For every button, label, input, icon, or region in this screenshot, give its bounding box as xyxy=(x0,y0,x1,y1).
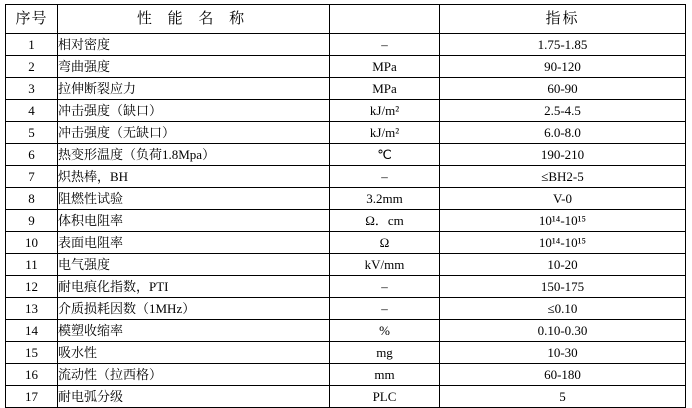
table-header-row xyxy=(6,5,686,34)
cell-name: 表面电阻率 xyxy=(58,232,330,254)
table-row xyxy=(6,342,686,364)
table-row xyxy=(6,78,686,100)
cell-index: 10-30 xyxy=(440,342,686,364)
table-row xyxy=(6,56,686,78)
table-row xyxy=(6,100,686,122)
document-page xyxy=(0,4,692,408)
table-row xyxy=(6,122,686,144)
cell-name: 吸水性 xyxy=(58,342,330,364)
cell-unit: Ω xyxy=(330,232,440,254)
cell-index: 2.5-4.5 xyxy=(440,100,686,122)
cell-index: ≤BH2-5 xyxy=(440,166,686,188)
cell-unit: Ω．cm xyxy=(330,210,440,232)
cell-unit: – xyxy=(330,298,440,320)
cell-no: 17 xyxy=(6,386,58,408)
cell-unit: % xyxy=(330,320,440,342)
column-header-no: 序号 xyxy=(6,5,58,34)
cell-no: 6 xyxy=(6,144,58,166)
cell-unit: mg xyxy=(330,342,440,364)
cell-unit: kJ/m² xyxy=(330,100,440,122)
cell-index: 10¹⁴-10¹⁵ xyxy=(440,232,686,254)
cell-name: 电气强度 xyxy=(58,254,330,276)
cell-no: 5 xyxy=(6,122,58,144)
cell-name: 流动性（拉西格） xyxy=(58,364,330,386)
cell-no: 4 xyxy=(6,100,58,122)
table-row xyxy=(6,232,686,254)
cell-name: 炽热棒，BH xyxy=(58,166,330,188)
cell-unit: – xyxy=(330,166,440,188)
cell-name: 介质损耗因数（1MHz） xyxy=(58,298,330,320)
cell-index: 60-180 xyxy=(440,364,686,386)
cell-name: 热变形温度（负荷1.8Mpa） xyxy=(58,144,330,166)
cell-unit: mm xyxy=(330,364,440,386)
cell-index: 150-175 xyxy=(440,276,686,298)
cell-no: 8 xyxy=(6,188,58,210)
table-row xyxy=(6,210,686,232)
cell-unit: – xyxy=(330,34,440,56)
column-header-unit xyxy=(330,5,440,34)
cell-name: 相对密度 xyxy=(58,34,330,56)
cell-unit: – xyxy=(330,276,440,298)
cell-no: 11 xyxy=(6,254,58,276)
cell-name: 冲击强度（无缺口） xyxy=(58,122,330,144)
cell-unit: MPa xyxy=(330,78,440,100)
cell-no: 3 xyxy=(6,78,58,100)
cell-no: 10 xyxy=(6,232,58,254)
cell-index: ≤0.10 xyxy=(440,298,686,320)
cell-unit: PLC xyxy=(330,386,440,408)
cell-name: 弯曲强度 xyxy=(58,56,330,78)
cell-unit: kV/mm xyxy=(330,254,440,276)
cell-unit: MPa xyxy=(330,56,440,78)
cell-no: 13 xyxy=(6,298,58,320)
table-row xyxy=(6,166,686,188)
cell-no: 1 xyxy=(6,34,58,56)
table-row xyxy=(6,320,686,342)
cell-unit: ℃ xyxy=(330,144,440,166)
specifications-table xyxy=(5,4,686,408)
cell-index: 1.75-1.85 xyxy=(440,34,686,56)
cell-no: 16 xyxy=(6,364,58,386)
cell-no: 9 xyxy=(6,210,58,232)
table-row xyxy=(6,386,686,408)
cell-index: 10¹⁴-10¹⁵ xyxy=(440,210,686,232)
column-header-index: 指标 xyxy=(440,5,686,34)
cell-index: V-0 xyxy=(440,188,686,210)
table-row xyxy=(6,276,686,298)
cell-unit: 3.2mm xyxy=(330,188,440,210)
table-row xyxy=(6,188,686,210)
cell-name: 冲击强度（缺口） xyxy=(58,100,330,122)
cell-name: 阻燃性试验 xyxy=(58,188,330,210)
cell-no: 14 xyxy=(6,320,58,342)
column-header-name: 性 能 名 称 xyxy=(58,5,330,34)
cell-index: 190-210 xyxy=(440,144,686,166)
cell-index: 5 xyxy=(440,386,686,408)
cell-no: 2 xyxy=(6,56,58,78)
cell-name: 耐电弧分级 xyxy=(58,386,330,408)
cell-name: 模塑收缩率 xyxy=(58,320,330,342)
cell-no: 7 xyxy=(6,166,58,188)
cell-name: 拉伸断裂应力 xyxy=(58,78,330,100)
cell-index: 10-20 xyxy=(440,254,686,276)
cell-unit: kJ/m² xyxy=(330,122,440,144)
cell-index: 0.10-0.30 xyxy=(440,320,686,342)
table-row xyxy=(6,298,686,320)
cell-no: 12 xyxy=(6,276,58,298)
cell-index: 60-90 xyxy=(440,78,686,100)
table-row xyxy=(6,254,686,276)
cell-name: 体积电阻率 xyxy=(58,210,330,232)
cell-index: 6.0-8.0 xyxy=(440,122,686,144)
cell-index: 90-120 xyxy=(440,56,686,78)
table-body xyxy=(6,34,686,408)
table-row xyxy=(6,144,686,166)
table-row xyxy=(6,34,686,56)
cell-no: 15 xyxy=(6,342,58,364)
table-row xyxy=(6,364,686,386)
cell-name: 耐电痕化指数，PTI xyxy=(58,276,330,298)
